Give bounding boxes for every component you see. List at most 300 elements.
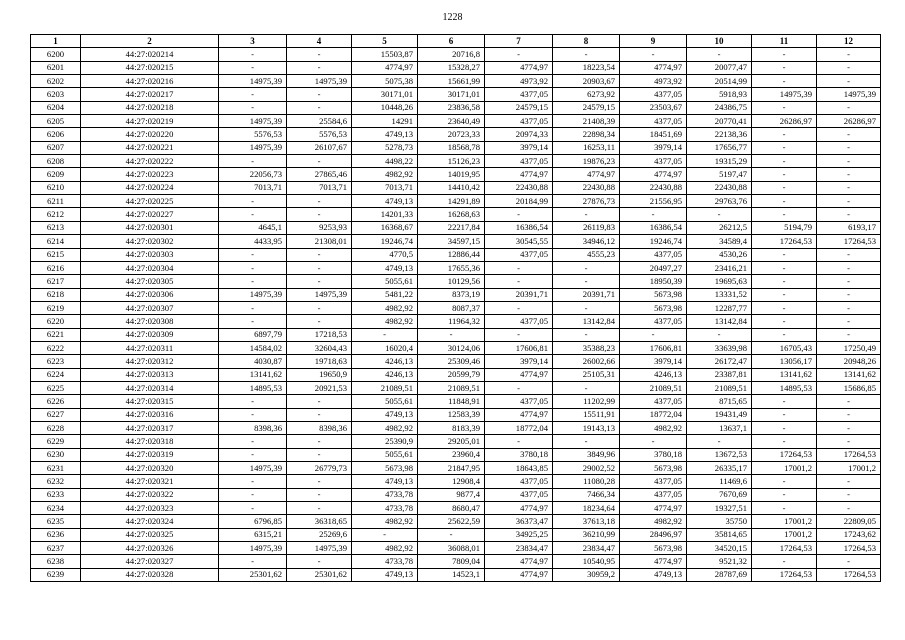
table-cell: 6229 [31, 435, 81, 448]
table-cell: 6211 [31, 195, 81, 208]
table-cell: 6897,79 [219, 328, 287, 341]
table-cell: 4555,23 [553, 248, 620, 261]
table-cell: 7466,34 [553, 488, 620, 501]
table-cell: - [287, 61, 352, 74]
table-cell: 5673,98 [620, 462, 687, 475]
table-cell: 4246,13 [352, 355, 418, 368]
table-cell: - [485, 275, 553, 288]
table-cell: 12908,4 [418, 475, 485, 488]
table-cell: 6227 [31, 408, 81, 421]
table-cell: 3780,18 [485, 448, 553, 461]
table-row [31, 195, 881, 208]
column-header: 12 [817, 35, 881, 48]
table-cell: 44:27:020312 [81, 355, 219, 368]
table-cell: 15328,27 [418, 61, 485, 74]
table-cell: 44:27:020220 [81, 128, 219, 141]
table-cell: 6210 [31, 181, 81, 194]
table-cell: 19650,9 [287, 368, 352, 381]
table-cell: 20599,79 [418, 368, 485, 381]
table-cell: 4982,92 [352, 515, 418, 528]
table-cell: - [752, 168, 817, 181]
table-row [31, 395, 881, 408]
table-cell: 44:27:020224 [81, 181, 219, 194]
table-row [31, 448, 881, 461]
table-cell: 16020,4 [352, 341, 418, 354]
table-cell: 21089,51 [620, 381, 687, 394]
table-cell: 25301,62 [219, 568, 287, 581]
table-cell: - [287, 395, 352, 408]
table-cell: - [752, 328, 817, 341]
table-cell: - [752, 555, 817, 568]
table-cell: 14201,33 [352, 208, 418, 221]
table-row [31, 101, 881, 114]
table-cell: - [553, 301, 620, 314]
table-cell: 4774,97 [485, 61, 553, 74]
table-cell: 10448,26 [352, 101, 418, 114]
table-cell: 18643,85 [485, 462, 553, 475]
table-cell: 23836,58 [418, 101, 485, 114]
table-cell: 13142,84 [553, 315, 620, 328]
table-cell: 6207 [31, 141, 81, 154]
table-cell: - [287, 48, 352, 61]
table-cell: - [219, 315, 287, 328]
table-cell: - [553, 435, 620, 448]
table-cell: 5481,22 [352, 288, 418, 301]
table-cell: - [287, 301, 352, 314]
table-cell: 14975,39 [752, 88, 817, 101]
table-cell: 20921,53 [287, 381, 352, 394]
table-cell: 44:27:020304 [81, 261, 219, 274]
table-cell: - [752, 208, 817, 221]
table-cell: - [418, 328, 485, 341]
table-cell: 4377,05 [620, 88, 687, 101]
table-cell: 4774,97 [485, 555, 553, 568]
table-cell: 26779,73 [287, 462, 352, 475]
table-cell: 44:27:020313 [81, 368, 219, 381]
table-cell: - [752, 61, 817, 74]
table-cell: 4774,97 [620, 502, 687, 515]
table-cell: - [219, 435, 287, 448]
table-cell: 11202,99 [553, 395, 620, 408]
table-cell: 13141,62 [752, 368, 817, 381]
table-cell: 25390,9 [352, 435, 418, 448]
table-cell: 6273,92 [553, 88, 620, 101]
table-cell: 25269,6 [287, 528, 352, 541]
table-cell: 44:27:020323 [81, 502, 219, 515]
table-cell: 20974,33 [485, 128, 553, 141]
table-cell: - [219, 101, 287, 114]
table-cell: - [287, 88, 352, 101]
table-cell: - [817, 435, 881, 448]
table-cell: 15686,85 [817, 381, 881, 394]
table-cell: 5576,53 [219, 128, 287, 141]
table-cell: 3780,18 [620, 448, 687, 461]
table-row [31, 301, 881, 314]
table-cell: 14291 [352, 115, 418, 128]
table-cell: 22430,88 [553, 181, 620, 194]
table-cell: - [219, 261, 287, 274]
table-cell: 4246,13 [620, 368, 687, 381]
table-cell: - [817, 315, 881, 328]
table-cell: 44:27:020309 [81, 328, 219, 341]
table-cell: 44:27:020303 [81, 248, 219, 261]
table-cell: 6201 [31, 61, 81, 74]
table-cell: 44:27:020324 [81, 515, 219, 528]
table-cell: 44:27:020305 [81, 275, 219, 288]
table-cell: 4733,78 [352, 502, 418, 515]
table-cell: 4774,97 [553, 168, 620, 181]
table-cell: 44:27:020315 [81, 395, 219, 408]
table-cell: 30171,01 [352, 88, 418, 101]
table-cell: - [553, 48, 620, 61]
table-cell: 5918,93 [687, 88, 752, 101]
table-cell: - [553, 328, 620, 341]
table-cell: 13141,62 [219, 368, 287, 381]
table-cell: 44:27:020326 [81, 542, 219, 555]
table-cell: 4377,05 [485, 488, 553, 501]
table-cell: - [219, 475, 287, 488]
table-cell: 13672,53 [687, 448, 752, 461]
table-cell: 4749,13 [352, 568, 418, 581]
column-header: 5 [352, 35, 418, 48]
table-cell: 6205 [31, 115, 81, 128]
table-cell: - [752, 288, 817, 301]
table-cell: 21847,95 [418, 462, 485, 475]
table-cell: - [287, 448, 352, 461]
table-cell: 6218 [31, 288, 81, 301]
table-cell: 13142,84 [687, 315, 752, 328]
table-cell: 14975,39 [817, 88, 881, 101]
table-cell: 4733,78 [352, 488, 418, 501]
table-cell: - [219, 448, 287, 461]
table-cell: - [817, 75, 881, 88]
table-cell: 6223 [31, 355, 81, 368]
table-cell: - [687, 48, 752, 61]
table-cell: 25584,6 [287, 115, 352, 128]
table-cell: 17001,2 [752, 515, 817, 528]
table-cell: 27876,73 [553, 195, 620, 208]
table-cell: 44:27:020218 [81, 101, 219, 114]
table-cell: 17264,53 [817, 235, 881, 248]
table-cell: - [752, 488, 817, 501]
table-cell: 3979,14 [620, 141, 687, 154]
table-cell: 5197,47 [687, 168, 752, 181]
table-cell: 17655,36 [418, 261, 485, 274]
table-cell: 15511,91 [553, 408, 620, 421]
table-row [31, 488, 881, 501]
table-cell: - [752, 195, 817, 208]
table-cell: 19718,63 [287, 355, 352, 368]
table-cell: - [287, 435, 352, 448]
table-cell: - [553, 261, 620, 274]
table-cell: - [817, 328, 881, 341]
table-cell: 12287,77 [687, 301, 752, 314]
table-cell: - [687, 328, 752, 341]
table-cell: 14975,39 [287, 288, 352, 301]
table-row [31, 528, 881, 541]
table-cell: 7809,04 [418, 555, 485, 568]
table-cell: 6202 [31, 75, 81, 88]
table-cell: 21089,51 [352, 381, 418, 394]
table-cell: - [418, 528, 485, 541]
table-cell: 4377,05 [485, 395, 553, 408]
table-cell: 34597,15 [418, 235, 485, 248]
table-cell: 15661,99 [418, 75, 485, 88]
table-cell: 6206 [31, 128, 81, 141]
table-cell: - [287, 275, 352, 288]
table-cell: 11469,6 [687, 475, 752, 488]
table-cell: 14410,42 [418, 181, 485, 194]
table-cell: 14895,53 [219, 381, 287, 394]
table-cell: 4377,05 [620, 475, 687, 488]
table-cell: 22138,36 [687, 128, 752, 141]
table-cell: 35814,65 [687, 528, 752, 541]
table-cell: 21089,51 [418, 381, 485, 394]
table-cell: - [287, 315, 352, 328]
table-cell: 21089,51 [687, 381, 752, 394]
table-row [31, 275, 881, 288]
table-cell: 6315,21 [219, 528, 287, 541]
table-cell: 17264,53 [817, 542, 881, 555]
table-cell: 19246,74 [620, 235, 687, 248]
column-header: 1 [31, 35, 81, 48]
table-cell: 20948,26 [817, 355, 881, 368]
table-cell: 17250,49 [817, 341, 881, 354]
table-cell: 14291,89 [418, 195, 485, 208]
table-cell: 8680,47 [418, 502, 485, 515]
table-cell: 8398,36 [219, 421, 287, 434]
table-cell: 3979,14 [620, 355, 687, 368]
table-cell: 4749,13 [620, 568, 687, 581]
table-cell: 34925,25 [485, 528, 553, 541]
table-cell: 44:27:020318 [81, 435, 219, 448]
table-cell: - [287, 261, 352, 274]
table-cell: 19431,49 [687, 408, 752, 421]
table-cell: 35750 [687, 515, 752, 528]
table-row [31, 221, 881, 234]
table-cell: 14975,39 [219, 75, 287, 88]
table-cell: 6203 [31, 88, 81, 101]
table-cell: - [752, 435, 817, 448]
page-number: 1228 [442, 12, 463, 23]
table-cell: 4774,97 [485, 568, 553, 581]
table-cell: - [752, 48, 817, 61]
table-cell: 20391,71 [553, 288, 620, 301]
data-table [30, 34, 881, 582]
table-row [31, 48, 881, 61]
table-cell: - [485, 208, 553, 221]
table-cell: 44:27:020316 [81, 408, 219, 421]
table-cell: 44:27:020221 [81, 141, 219, 154]
table-cell: 13141,62 [817, 368, 881, 381]
table-cell: 5673,98 [620, 301, 687, 314]
table-cell: 44:27:020311 [81, 341, 219, 354]
table-cell: 44:27:020214 [81, 48, 219, 61]
table-cell: 26212,5 [687, 221, 752, 234]
table-cell: 18234,64 [553, 502, 620, 515]
table-row [31, 288, 881, 301]
table-cell: 6239 [31, 568, 81, 581]
table-cell: 4973,92 [620, 75, 687, 88]
table-cell: 5673,98 [352, 462, 418, 475]
table-cell: 16386,54 [485, 221, 553, 234]
table-cell: 5055,61 [352, 275, 418, 288]
table-cell: 26107,67 [287, 141, 352, 154]
table-row [31, 421, 881, 434]
table-cell: 23640,49 [418, 115, 485, 128]
table-cell: 13056,17 [752, 355, 817, 368]
table-cell: 32604,43 [287, 341, 352, 354]
table-cell: 4030,87 [219, 355, 287, 368]
table-cell: 3979,14 [485, 141, 553, 154]
table-cell: 24579,15 [485, 101, 553, 114]
table-cell: 4774,97 [485, 168, 553, 181]
table-cell: - [752, 301, 817, 314]
table-cell: 20903,67 [553, 75, 620, 88]
table-cell: 37613,18 [553, 515, 620, 528]
table-cell: - [485, 48, 553, 61]
table-cell: 23416,21 [687, 261, 752, 274]
table-cell: 14975,39 [287, 75, 352, 88]
table-cell: 13331,52 [687, 288, 752, 301]
table-cell: 6204 [31, 101, 81, 114]
table-cell: - [817, 488, 881, 501]
table-cell: 24579,15 [553, 101, 620, 114]
table-cell: - [687, 435, 752, 448]
table-row [31, 181, 881, 194]
table-cell: - [752, 261, 817, 274]
table-cell: 4774,97 [485, 368, 553, 381]
table-cell: 4498,22 [352, 155, 418, 168]
table-cell: 4982,92 [620, 515, 687, 528]
table-row [31, 141, 881, 154]
table-cell: 5055,61 [352, 448, 418, 461]
table-cell: 28496,97 [620, 528, 687, 541]
table-cell: - [219, 248, 287, 261]
table-row [31, 341, 881, 354]
table-cell: 44:27:020308 [81, 315, 219, 328]
table-cell: - [287, 208, 352, 221]
table-cell: 11080,28 [553, 475, 620, 488]
table-cell: - [219, 48, 287, 61]
table-cell: 36318,65 [287, 515, 352, 528]
table-cell: 6230 [31, 448, 81, 461]
table-cell: 26286,97 [817, 115, 881, 128]
table-cell: 24386,75 [687, 101, 752, 114]
table-cell: 4770,5 [352, 248, 418, 261]
table-cell: 6221 [31, 328, 81, 341]
table-cell: 26286,97 [752, 115, 817, 128]
table-cell: 29205,01 [418, 435, 485, 448]
column-header: 2 [81, 35, 219, 48]
table-row [31, 381, 881, 394]
table-cell: 44:27:020322 [81, 488, 219, 501]
table-cell: 19246,74 [352, 235, 418, 248]
table-cell: 29002,52 [553, 462, 620, 475]
table-cell: 6213 [31, 221, 81, 234]
table-cell: 4377,05 [620, 155, 687, 168]
table-cell: - [485, 261, 553, 274]
table-cell: 10129,56 [418, 275, 485, 288]
table-row [31, 355, 881, 368]
table-cell: 16705,43 [752, 341, 817, 354]
table-cell: - [817, 301, 881, 314]
table-cell: - [752, 475, 817, 488]
table-body [31, 48, 881, 582]
table-cell: 30124,06 [418, 341, 485, 354]
table-cell: 6222 [31, 341, 81, 354]
table-cell: 4982,92 [620, 421, 687, 434]
table-cell: 6228 [31, 421, 81, 434]
table-cell: - [817, 475, 881, 488]
table-cell: 4982,92 [352, 168, 418, 181]
table-cell: - [287, 408, 352, 421]
table-cell: - [219, 61, 287, 74]
table-cell: 29763,76 [687, 195, 752, 208]
table-cell: 22430,88 [485, 181, 553, 194]
table-cell: 5278,73 [352, 141, 418, 154]
table-row [31, 542, 881, 555]
table-row [31, 128, 881, 141]
table-cell: 4733,78 [352, 555, 418, 568]
table-cell: 44:27:020222 [81, 155, 219, 168]
table-cell: 44:27:020225 [81, 195, 219, 208]
table-cell: 4982,92 [352, 542, 418, 555]
table-cell: 4377,05 [485, 88, 553, 101]
table-cell: 25301,62 [287, 568, 352, 581]
table-cell: - [752, 248, 817, 261]
table-cell: 17606,81 [485, 341, 553, 354]
table-cell: 44:27:020301 [81, 221, 219, 234]
table-cell: 23503,67 [620, 101, 687, 114]
table-cell: 6216 [31, 261, 81, 274]
table-cell: - [553, 275, 620, 288]
table-cell: 27865,46 [287, 168, 352, 181]
table-cell: 7013,71 [219, 181, 287, 194]
table-cell: 4973,92 [485, 75, 553, 88]
table-cell: 44:27:020320 [81, 462, 219, 475]
table-cell: - [817, 208, 881, 221]
table-cell: 4774,97 [620, 61, 687, 74]
table-cell: - [817, 408, 881, 421]
table-cell: 20514,99 [687, 75, 752, 88]
table-cell: 4377,05 [485, 155, 553, 168]
table-cell: - [817, 261, 881, 274]
table-cell: - [219, 88, 287, 101]
table-cell: 4982,92 [352, 421, 418, 434]
table-cell: - [485, 381, 553, 394]
table-row [31, 328, 881, 341]
table-cell: - [817, 275, 881, 288]
table-cell: 44:27:020216 [81, 75, 219, 88]
table-cell: 4749,13 [352, 128, 418, 141]
table-cell: 17218,53 [287, 328, 352, 341]
table-cell: - [752, 408, 817, 421]
table-row [31, 248, 881, 261]
table-row [31, 235, 881, 248]
table-cell: - [752, 155, 817, 168]
table-cell: - [287, 101, 352, 114]
table-cell: 14019,95 [418, 168, 485, 181]
table-cell: 14975,39 [219, 288, 287, 301]
table-cell: - [752, 128, 817, 141]
table-cell: 34520,15 [687, 542, 752, 555]
table-cell: 7013,71 [352, 181, 418, 194]
table-cell: 17243,62 [817, 528, 881, 541]
table-cell: 6219 [31, 301, 81, 314]
table-cell: 26119,83 [553, 221, 620, 234]
table-cell: 22056,73 [219, 168, 287, 181]
